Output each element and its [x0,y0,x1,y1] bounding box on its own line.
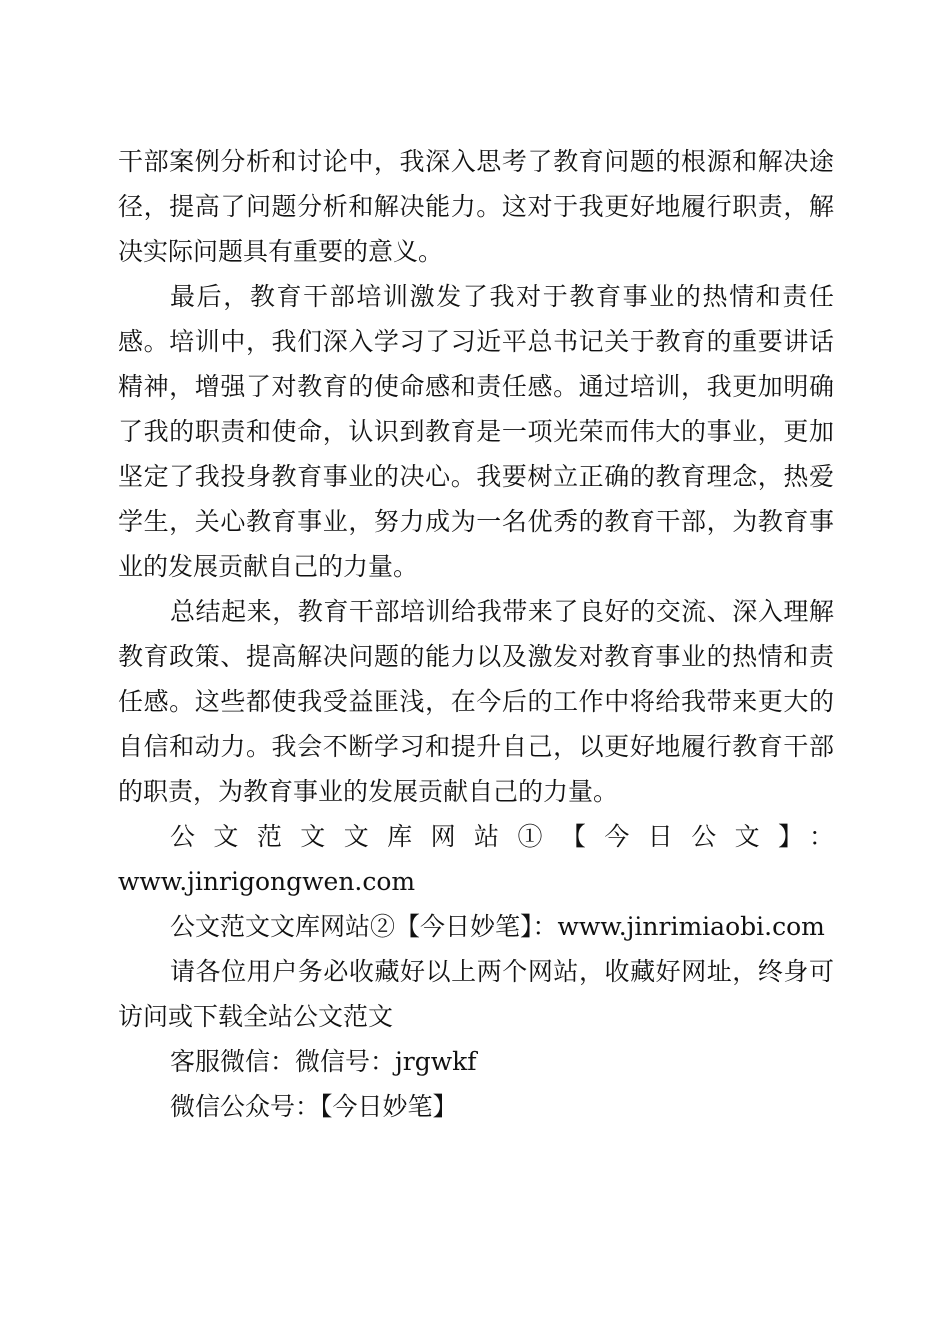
document-body [118,139,834,1129]
paragraph-enthusiasm: 最后，教育干部培训激发了我对于教育事业的热情和责任感。培训中，我们深入学习了习近平总书记关于教育的重要讲话精神，增强了对教育的使命感和责任感。通过培训，我更加明确了我的职责和使命，认识到教育是一项光荣而伟大的事业，更加坚定了我投身教育事业的决心。我要树立正确的教育理念，热爱学生，关心教育事业，努力成为一名优秀的教育干部，为教育事业的发展贡献自己的力量。 [118,282,834,581]
footer-official-account: 微信公众号：【今日妙笔】 [170,1092,458,1121]
paragraph-summary: 总结起来，教育干部培训给我带来了良好的交流、深入理解教育政策、提高解决问题的能力以及激发对教育事业的热情和责任感。这些都使我受益匪浅，在今后的工作中将给我带来更大的自信和动力。我会不断学习和提升自己，以更好地履行教育干部的职责，为教育事业的发展贡献自己的力量。 [118,597,834,806]
paragraph-continuation: 干部案例分析和讨论中，我深入思考了教育问题的根源和解决途径，提高了问题分析和解决能力。这对于我更好地履行职责，解决实际问题具有重要的意义。 [118,147,834,266]
footer-site-2: 公文范文文库网站②【今日妙笔】：www.jinrimiaobi.com [170,912,825,941]
footer-site-1: 公文范文文库网站①【今日公文】：www.jinrigongwen.com [118,822,834,896]
footer-notice: 请各位用户务必收藏好以上两个网站，收藏好网址，终身可访问或下载全站公文范文 [118,957,834,1031]
footer-service-wechat: 客服微信：微信号：jrgwkf [170,1047,477,1076]
